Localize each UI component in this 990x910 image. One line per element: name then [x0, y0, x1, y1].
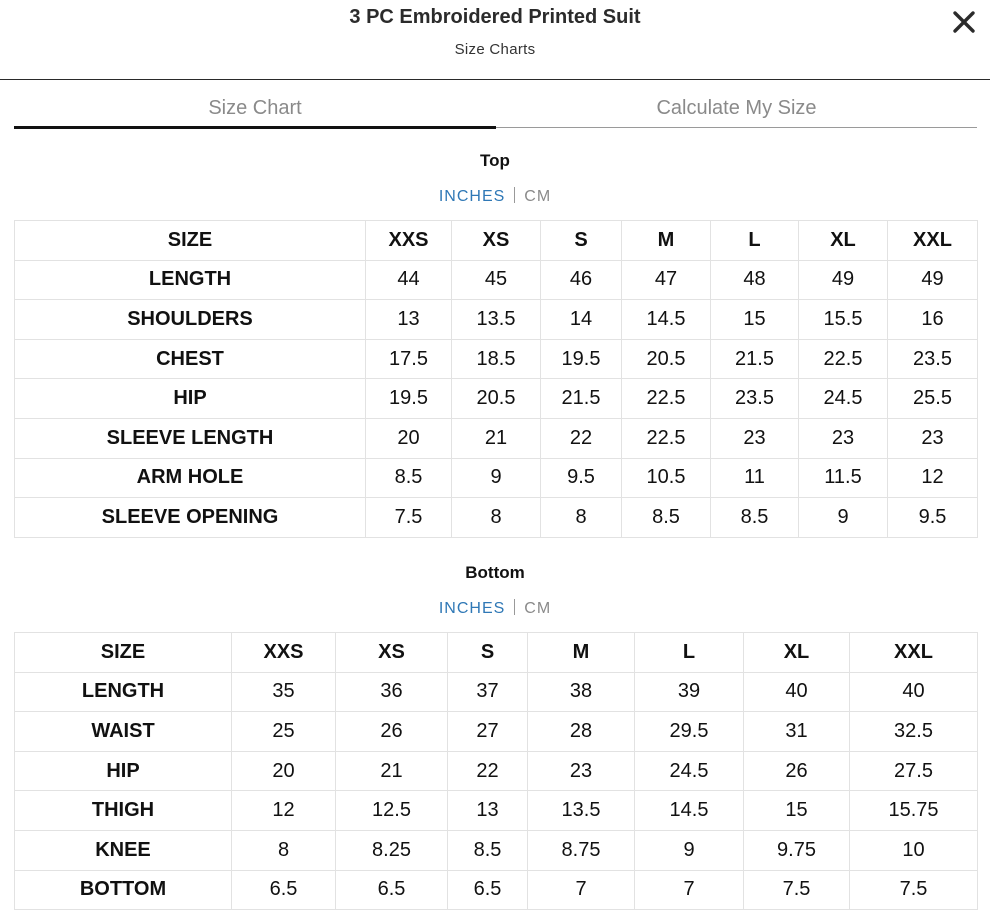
top-section-title: Top	[480, 151, 510, 170]
table-cell: 18.5	[452, 339, 541, 379]
table-row	[15, 751, 978, 791]
top-unit-inches[interactable]: INCHES	[438, 188, 506, 205]
table-cell: 23	[711, 418, 799, 458]
table-row	[15, 418, 978, 458]
table-cell: 9	[799, 498, 888, 538]
close-icon	[948, 6, 980, 38]
table-cell: 12	[888, 458, 978, 498]
table-cell: 40	[850, 672, 978, 712]
table-cell: 20.5	[622, 339, 711, 379]
header-cell: SIZE	[15, 633, 232, 673]
table-cell: 25.5	[888, 379, 978, 419]
row-label: WAIST	[15, 712, 232, 752]
table-cell: 47	[622, 260, 711, 300]
table-cell: 11.5	[799, 458, 888, 498]
row-label: SLEEVE LENGTH	[15, 418, 366, 458]
table-cell: 23.5	[888, 339, 978, 379]
row-label: ARM HOLE	[15, 458, 366, 498]
table-cell: 8	[452, 498, 541, 538]
table-cell: 20	[366, 418, 452, 458]
header-cell: SIZE	[15, 221, 366, 261]
table-cell: 19.5	[541, 339, 622, 379]
row-label: HIP	[15, 379, 366, 419]
table-row	[15, 791, 978, 831]
header-cell: XL	[744, 633, 850, 673]
bottom-unit-toggle	[0, 599, 990, 618]
table-cell: 10	[850, 830, 978, 870]
table-cell: 8	[232, 830, 336, 870]
tab-bar	[14, 90, 977, 129]
header-cell: L	[635, 633, 744, 673]
header-cell: XXL	[850, 633, 978, 673]
header-cell: XXS	[366, 221, 452, 261]
table-cell: 13.5	[452, 300, 541, 340]
header-cell: XS	[336, 633, 448, 673]
table-cell: 31	[744, 712, 850, 752]
table-cell: 12.5	[336, 791, 448, 831]
close-button[interactable]	[948, 6, 980, 38]
table-row	[15, 300, 978, 340]
header-cell: XXL	[888, 221, 978, 261]
header-cell: S	[541, 221, 622, 261]
table-cell: 40	[744, 672, 850, 712]
table-cell: 15	[711, 300, 799, 340]
table-cell: 9.5	[541, 458, 622, 498]
modal-title: 3 PC Embroidered Printed Suit	[349, 6, 641, 28]
table-cell: 9.75	[744, 830, 850, 870]
table-row	[15, 830, 978, 870]
table-cell: 8.25	[336, 830, 448, 870]
table-cell: 21	[336, 751, 448, 791]
row-label: LENGTH	[15, 260, 366, 300]
header-cell: XL	[799, 221, 888, 261]
row-label: THIGH	[15, 791, 232, 831]
row-label: CHEST	[15, 339, 366, 379]
row-label: SLEEVE OPENING	[15, 498, 366, 538]
table-cell: 8.75	[528, 830, 635, 870]
table-cell: 22.5	[799, 339, 888, 379]
table-cell: 19.5	[366, 379, 452, 419]
table-row	[15, 379, 978, 419]
table-cell: 13	[448, 791, 528, 831]
table-cell: 12	[232, 791, 336, 831]
row-label: SHOULDERS	[15, 300, 366, 340]
table-cell: 29.5	[635, 712, 744, 752]
table-cell: 39	[635, 672, 744, 712]
table-cell: 8.5	[711, 498, 799, 538]
table-cell: 45	[452, 260, 541, 300]
table-cell: 9	[452, 458, 541, 498]
table-cell: 35	[232, 672, 336, 712]
table-cell: 22	[541, 418, 622, 458]
table-cell: 20.5	[452, 379, 541, 419]
table-row	[15, 870, 978, 910]
table-cell: 21.5	[541, 379, 622, 419]
table-cell: 24.5	[799, 379, 888, 419]
header-cell: L	[711, 221, 799, 261]
table-row	[15, 458, 978, 498]
table-cell: 6.5	[232, 870, 336, 910]
table-row	[15, 339, 978, 379]
table-cell: 15	[744, 791, 850, 831]
table-cell: 7.5	[366, 498, 452, 538]
table-row	[15, 672, 978, 712]
table-cell: 11	[711, 458, 799, 498]
header-cell: M	[528, 633, 635, 673]
header-cell: XXS	[232, 633, 336, 673]
table-cell: 48	[711, 260, 799, 300]
table-row	[15, 498, 978, 538]
table-cell: 13	[366, 300, 452, 340]
row-label: BOTTOM	[15, 870, 232, 910]
table-cell: 7.5	[744, 870, 850, 910]
table-cell: 20	[232, 751, 336, 791]
table-cell: 46	[541, 260, 622, 300]
header-cell: XS	[452, 221, 541, 261]
header-cell: M	[622, 221, 711, 261]
table-cell: 27.5	[850, 751, 978, 791]
table-cell: 7	[635, 870, 744, 910]
bottom-unit-cm[interactable]: CM	[524, 600, 552, 617]
table-cell: 15.75	[850, 791, 978, 831]
table-cell: 14.5	[622, 300, 711, 340]
table-cell: 22	[448, 751, 528, 791]
table-cell: 23	[799, 418, 888, 458]
row-label: LENGTH	[15, 672, 232, 712]
table-cell: 32.5	[850, 712, 978, 752]
unit-divider	[514, 599, 515, 615]
table-cell: 28	[528, 712, 635, 752]
table-cell: 15.5	[799, 300, 888, 340]
table-cell: 44	[366, 260, 452, 300]
table-cell: 26	[336, 712, 448, 752]
top-size-table	[14, 220, 978, 538]
table-cell: 37	[448, 672, 528, 712]
row-label: HIP	[15, 751, 232, 791]
table-cell: 36	[336, 672, 448, 712]
table-cell: 23	[528, 751, 635, 791]
table-header-row	[15, 221, 978, 261]
table-cell: 49	[799, 260, 888, 300]
table-cell: 21	[452, 418, 541, 458]
table-row	[15, 260, 978, 300]
table-cell: 14	[541, 300, 622, 340]
table-cell: 8.5	[366, 458, 452, 498]
table-header-row	[15, 633, 978, 673]
table-cell: 38	[528, 672, 635, 712]
table-cell: 16	[888, 300, 978, 340]
bottom-section-title: Bottom	[465, 563, 525, 582]
bottom-unit-inches[interactable]: INCHES	[438, 600, 506, 617]
table-cell: 17.5	[366, 339, 452, 379]
table-cell: 26	[744, 751, 850, 791]
table-cell: 6.5	[448, 870, 528, 910]
table-cell: 22.5	[622, 418, 711, 458]
table-row	[15, 712, 978, 752]
table-cell: 9	[635, 830, 744, 870]
top-unit-cm[interactable]: CM	[524, 188, 552, 205]
modal-subtitle: Size Charts	[454, 41, 536, 58]
table-cell: 22.5	[622, 379, 711, 419]
table-cell: 7	[528, 870, 635, 910]
table-cell: 14.5	[635, 791, 744, 831]
table-cell: 23.5	[711, 379, 799, 419]
row-label: KNEE	[15, 830, 232, 870]
table-cell: 8.5	[448, 830, 528, 870]
table-cell: 6.5	[336, 870, 448, 910]
modal-header	[0, 0, 990, 80]
table-cell: 49	[888, 260, 978, 300]
table-cell: 27	[448, 712, 528, 752]
table-cell: 8	[541, 498, 622, 538]
top-unit-toggle	[0, 187, 990, 206]
table-cell: 7.5	[850, 870, 978, 910]
table-cell: 9.5	[888, 498, 978, 538]
table-cell: 24.5	[635, 751, 744, 791]
table-cell: 21.5	[711, 339, 799, 379]
tab-size-chart[interactable]: Size Chart	[14, 90, 496, 129]
tab-calculate-my-size[interactable]: Calculate My Size	[496, 90, 977, 128]
unit-divider	[514, 187, 515, 203]
table-cell: 10.5	[622, 458, 711, 498]
table-cell: 8.5	[622, 498, 711, 538]
header-cell: S	[448, 633, 528, 673]
table-cell: 13.5	[528, 791, 635, 831]
table-cell: 25	[232, 712, 336, 752]
table-cell: 23	[888, 418, 978, 458]
bottom-size-table	[14, 632, 978, 910]
